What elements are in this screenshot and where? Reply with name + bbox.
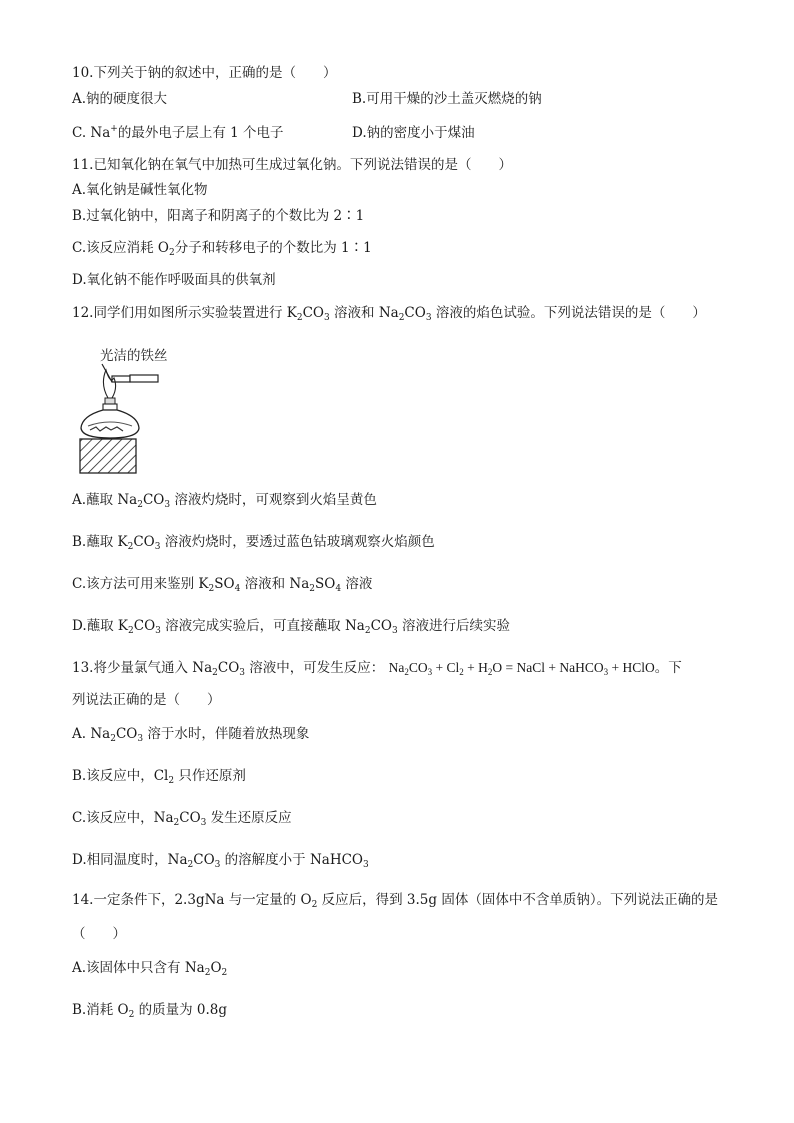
q10-option-c: C. Na+的最外电子层上有 1 个电子 bbox=[72, 124, 284, 141]
q13-stem-line2: 列说法正确的是（ ） bbox=[72, 692, 221, 708]
q10-option-a: A.钠的硬度很大 bbox=[72, 91, 168, 107]
q11-stem: 11.已知氧化钠在氧气中加热可生成过氧化钠。下列说法错误的是（ ） bbox=[72, 157, 512, 173]
q10-option-d: D.钠的密度小于煤油 bbox=[352, 125, 475, 141]
q14-option-b: B.消耗 $O_2$ 的质量为 0.8g bbox=[72, 1002, 228, 1020]
q11-option-d: D.氧化钠不能作呼吸面具的供氧剂 bbox=[72, 272, 276, 288]
q11-option-a: A.氧化钠是碱性氧化物 bbox=[72, 182, 208, 198]
q13-option-a: A. $Na_2CO_3$ 溶于水时，伴随着放热现象 bbox=[72, 726, 310, 744]
q11-option-c: C.该反应消耗 $O_2$分子和转移电子的个数比为 1∶1 bbox=[72, 240, 372, 258]
q12-option-c: C.该方法可用来鉴别 $K_2SO_4$ 溶液和 $Na_2SO_4$ 溶液 bbox=[72, 576, 373, 594]
q12-option-b: B.蘸取 $K_2CO_3$ 溶液灼烧时，要透过蓝色钴玻璃观察火焰颜色 bbox=[72, 534, 435, 552]
q14-stem-line2: （ ） bbox=[72, 926, 126, 942]
q13-stem-line1: 13.将少量氯气通入 $Na_2CO_3$ 溶液中，可发生反应： $Na_2CO_3 + Cl_2 + H_2O$ = NaCl + NaHCO$_3$ + HClO。下 bbox=[72, 660, 682, 678]
q13-option-b: B.该反应中，$Cl_2$ 只作还原剂 bbox=[72, 768, 246, 786]
q11-option-b: B.过氧化钠中，阳离子和阴离子的个数比为 2∶1 bbox=[72, 208, 365, 224]
q14-option-a: A.该固体中只含有 $Na_2O_2$ bbox=[72, 960, 228, 978]
q13-equation: $Na_2CO_3 + Cl_2 + H_2O$ = NaCl + NaHCO$_3$ + HClO bbox=[388, 660, 655, 677]
q13-option-c: C.该反应中，$Na_2CO_3$ 发生还原反应 bbox=[72, 810, 292, 828]
q10-option-b: B.可用干燥的沙土盖灭燃烧的钠 bbox=[352, 91, 542, 107]
q13-option-d: D.相同温度时，$Na_2CO_3$ 的溶解度小于 NaHCO$_3$ bbox=[72, 852, 369, 870]
figure-label: 光洁的铁丝 bbox=[100, 348, 168, 364]
q14-stem-line1: 14.一定条件下，2.3gNa 与一定量的 $O_2$ 反应后，得到 3.5g 固体（固体中不含单质钠）。下列说法正确的是 bbox=[72, 892, 719, 910]
q12-option-a: A.蘸取 $Na_2CO_3$ 溶液灼烧时，可观察到火焰呈黄色 bbox=[72, 492, 377, 510]
flame-test-apparatus-figure bbox=[72, 340, 222, 475]
q10-stem: 10.下列关于钠的叙述中，正确的是（ ） bbox=[72, 65, 337, 81]
q12-option-d: D.蘸取 $K_2CO_3$ 溶液完成实验后，可直接蘸取 $Na_2CO_3$ 溶液进行后续实验 bbox=[72, 618, 511, 636]
q12-stem: 12.同学们用如图所示实验装置进行 $K_2CO_3$ 溶液和 $Na_2CO_3$ 溶液的焰色试验。下列说法错误的是（ ） bbox=[72, 305, 706, 323]
q10-options-row1 bbox=[72, 90, 167, 108]
